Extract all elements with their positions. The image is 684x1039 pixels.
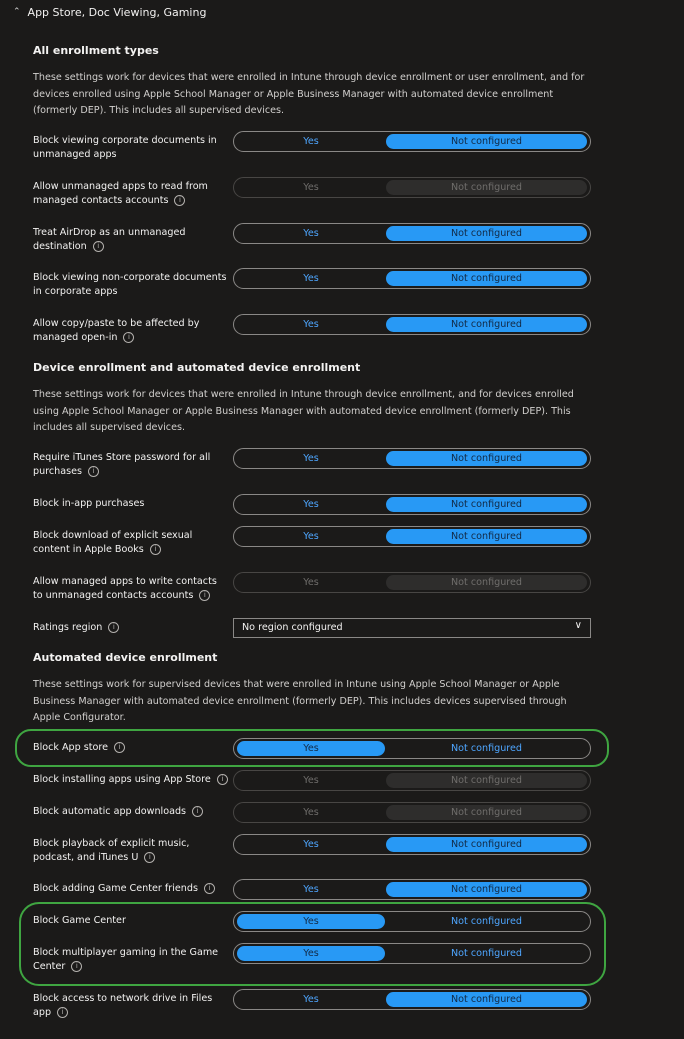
toggle-block-installing-apps	[233, 770, 591, 791]
toggle-block-network-drive[interactable]	[233, 989, 591, 1010]
toggle-not-configured[interactable]: Not configured	[450, 743, 523, 754]
ratings-region-value: No region configured	[242, 622, 343, 633]
info-icon[interactable]: i	[114, 742, 125, 753]
heading-device-enrollment: Device enrollment and automated device enrollment	[33, 361, 361, 374]
description-automated-device-enrollment: These settings work for supervised devices that were enrolled in Intune using Apple School Manager or Apple Business Manager with automated device enrollment (formerly DEP). This includes devices supervised through Apple Configurator.	[33, 679, 567, 723]
label-block-app-store: Block App store i	[33, 741, 228, 755]
info-icon[interactable]: i	[217, 774, 228, 785]
toggle-yes[interactable]: Yes	[303, 499, 319, 510]
toggle-block-multiplayer-gaming[interactable]	[233, 943, 591, 964]
toggle-block-game-center-friends[interactable]	[233, 879, 591, 900]
toggle-not-configured[interactable]: Not configured	[450, 948, 523, 959]
toggle-not-configured[interactable]: Not configured	[386, 529, 587, 544]
heading-all-enrollment-types: All enrollment types	[33, 44, 159, 57]
chevron-down-icon: ∨	[574, 620, 582, 631]
label-block-installing-apps: Block installing apps using App Store i	[33, 773, 228, 787]
label-block-automatic-downloads: Block automatic app downloads i	[33, 805, 228, 819]
toggle-managed-apps-write-contacts	[233, 572, 591, 593]
heading-automated-device-enrollment: Automated device enrollment	[33, 651, 218, 664]
toggle-require-itunes-password[interactable]	[233, 448, 591, 469]
info-icon[interactable]: i	[71, 961, 82, 972]
toggle-not-configured: Not configured	[386, 805, 587, 820]
label-treat-airdrop-unmanaged: Treat AirDrop as an unmanaged destination i	[33, 227, 186, 252]
toggle-yes[interactable]: Yes	[237, 946, 385, 961]
info-icon[interactable]: i	[88, 466, 99, 477]
toggle-yes: Yes	[303, 775, 319, 786]
info-icon[interactable]: i	[123, 332, 134, 343]
info-icon[interactable]: i	[144, 852, 155, 863]
info-icon[interactable]: i	[57, 1007, 68, 1018]
info-icon[interactable]: i	[204, 883, 215, 894]
toggle-block-game-center[interactable]	[233, 911, 591, 932]
label-require-itunes-password: Require iTunes Store password for all purchases i	[33, 452, 211, 477]
chevron-up-icon[interactable]: ⌃	[13, 7, 21, 17]
ratings-region-dropdown[interactable]	[233, 618, 591, 638]
toggle-block-automatic-downloads	[233, 802, 591, 823]
toggle-block-in-app-purchases[interactable]	[233, 494, 591, 515]
description-device-enrollment: These settings work for devices that were enrolled in Intune through device enrollment, and for devices enrolled using Apple School Manager or Apple Business Manager with automated device enrollment (formerly DEP). This includes all supervised devices.	[33, 389, 574, 433]
toggle-not-configured[interactable]: Not configured	[386, 451, 587, 466]
toggle-not-configured[interactable]: Not configured	[386, 226, 587, 241]
toggle-not-configured: Not configured	[386, 773, 587, 788]
toggle-yes[interactable]: Yes	[303, 273, 319, 284]
label-ratings-region: Ratings region i	[33, 621, 228, 635]
toggle-copy-paste-managed-open-in[interactable]	[233, 314, 591, 335]
toggle-not-configured: Not configured	[386, 180, 587, 195]
toggle-not-configured[interactable]: Not configured	[386, 882, 587, 897]
toggle-not-configured[interactable]: Not configured	[386, 497, 587, 512]
section-title: App Store, Doc Viewing, Gaming	[27, 5, 207, 19]
toggle-yes[interactable]: Yes	[303, 136, 319, 147]
toggle-yes[interactable]: Yes	[237, 914, 385, 929]
toggle-block-viewing-corporate-docs[interactable]	[233, 131, 591, 152]
info-icon[interactable]: i	[108, 622, 119, 633]
label-block-in-app-purchases: Block in-app purchases	[33, 498, 145, 509]
toggle-yes[interactable]: Yes	[303, 453, 319, 464]
label-block-game-center-friends: Block adding Game Center friends i	[33, 882, 228, 896]
toggle-not-configured[interactable]: Not configured	[386, 317, 587, 332]
section-header[interactable]	[13, 4, 206, 20]
label-block-network-drive: Block access to network drive in Files app i	[33, 993, 213, 1018]
toggle-not-configured[interactable]: Not configured	[386, 837, 587, 852]
label-block-game-center: Block Game Center	[33, 915, 126, 926]
label-copy-paste-managed-open-in: Allow copy/paste to be affected by managed open-in i	[33, 318, 200, 343]
toggle-block-noncorporate-docs[interactable]	[233, 268, 591, 289]
label-block-multiplayer-gaming: Block multiplayer gaming in the Game Center i	[33, 947, 219, 972]
label-block-explicit-books: Block download of explicit sexual content in Apple Books i	[33, 530, 193, 555]
label-block-noncorporate-docs: Block viewing non-corporate documents in corporate apps	[33, 272, 227, 297]
label-allow-unmanaged-read-contacts: Allow unmanaged apps to read from managed contacts accounts i	[33, 181, 208, 206]
toggle-yes[interactable]: Yes	[303, 884, 319, 895]
toggle-yes[interactable]: Yes	[237, 741, 385, 756]
label-block-explicit-music: Block playback of explicit music, podcast, and iTunes U i	[33, 838, 190, 863]
toggle-block-app-store[interactable]	[233, 738, 591, 759]
toggle-yes[interactable]: Yes	[303, 839, 319, 850]
toggle-yes: Yes	[303, 182, 319, 193]
toggle-yes[interactable]: Yes	[303, 994, 319, 1005]
toggle-allow-unmanaged-read-contacts	[233, 177, 591, 198]
toggle-not-configured[interactable]: Not configured	[386, 271, 587, 286]
toggle-yes[interactable]: Yes	[303, 319, 319, 330]
toggle-yes[interactable]: Yes	[303, 531, 319, 542]
toggle-yes: Yes	[303, 577, 319, 588]
info-icon[interactable]: i	[192, 806, 203, 817]
toggle-yes[interactable]: Yes	[303, 228, 319, 239]
toggle-not-configured[interactable]: Not configured	[386, 992, 587, 1007]
toggle-block-explicit-music[interactable]	[233, 834, 591, 855]
toggle-not-configured[interactable]: Not configured	[386, 134, 587, 149]
toggle-block-explicit-books[interactable]	[233, 526, 591, 547]
toggle-not-configured: Not configured	[386, 575, 587, 590]
info-icon[interactable]: i	[199, 590, 210, 601]
label-managed-apps-write-contacts: Allow managed apps to write contacts to unmanaged contacts accounts i	[33, 576, 217, 601]
info-icon[interactable]: i	[174, 195, 185, 206]
toggle-treat-airdrop-unmanaged[interactable]	[233, 223, 591, 244]
label-block-viewing-corporate-docs: Block viewing corporate documents in unmanaged apps	[33, 135, 217, 160]
description-all-enrollment-types: These settings work for devices that were enrolled in Intune through device enrollment or user enrollment, and for devices enrolled using Apple School Manager or Apple Business Manager with automated device enrollment (formerly DEP). This includes all supervised devices.	[33, 72, 585, 116]
info-icon[interactable]: i	[150, 544, 161, 555]
toggle-not-configured[interactable]: Not configured	[450, 916, 523, 927]
toggle-yes: Yes	[303, 807, 319, 818]
info-icon[interactable]: i	[93, 241, 104, 252]
